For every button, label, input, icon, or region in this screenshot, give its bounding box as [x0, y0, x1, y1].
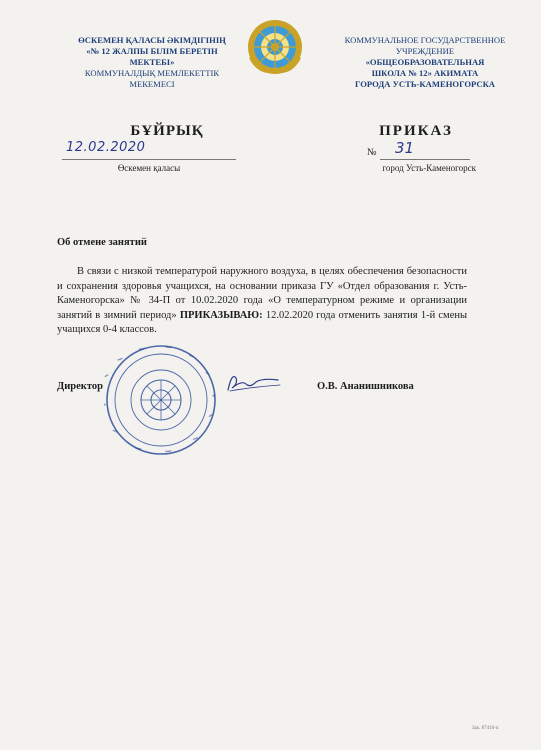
body-text-before: В связи с низкой температурой наружного воздуха, в целях обеспечения безопасности и сохранения здоровья учащихся, на основании приказа ГУ «Отдел образования г. Усть-Каменогорска» № 34-П от 10.02.2020 года «О температурном режиме и организации занятий в зимний период»	[57, 266, 467, 321]
city-russian: город Усть-Каменогорск	[382, 163, 476, 173]
header-kz-line: МЕКЕМЕСІ	[129, 79, 175, 89]
header-kz-line: КОММУНАЛДЫҚ МЕМЛЕКЕТТІК	[84, 68, 220, 78]
date-handwritten: 12.02.2020	[66, 140, 146, 155]
order-number-handwritten: 31	[395, 139, 415, 157]
header-kazakh	[58, 35, 246, 90]
header-ru-line: КОММУНАЛЬНОЕ ГОСУДАРСТВЕННОЕ	[344, 35, 506, 45]
number-line	[380, 143, 470, 160]
body-text-after: 12.02.2020 года отменить занятия 1-й смены учащихся 0-4 классов.	[57, 309, 468, 335]
order-body	[57, 265, 467, 338]
header-ru-line: ШКОЛА № 12» АКИМАТА	[371, 68, 479, 78]
state-emblem-icon	[246, 18, 304, 76]
header-ru-line: УЧРЕЖДЕНИЕ	[395, 46, 455, 56]
title-russian: ПРИКАЗ	[379, 123, 453, 139]
print-order-mark: Зак. 87410-п	[472, 726, 499, 731]
title-kazakh: БҰЙРЫҚ	[130, 123, 204, 139]
order-subject: Об отмене занятий	[57, 237, 147, 248]
official-seal-icon	[104, 343, 218, 457]
director-signature-icon	[222, 368, 284, 396]
city-kazakh: Өскемен қаласы	[117, 163, 181, 173]
number-sign: №	[367, 147, 377, 158]
header-ru-line: «ОБЩЕОБРАЗОВАТЕЛЬНАЯ	[365, 57, 485, 67]
signature-title: Директор	[57, 381, 103, 392]
signature-name: О.В. Ананишникова	[317, 381, 414, 392]
header-kz-line: ӨСКЕМЕН ҚАЛАСЫ ӘКІМДІГІНІҢ	[78, 35, 226, 45]
body-keyword: ПРИКАЗЫВАЮ:	[179, 309, 263, 321]
header-ru-line: ГОРОДА УСТЬ-КАМЕНОГОРСКА	[354, 79, 496, 89]
header-kz-line: «№ 12 ЖАЛПЫ БІЛІМ БЕРЕТІН	[86, 46, 218, 56]
header-russian	[322, 35, 528, 90]
header-kz-line: МЕКТЕБІ»	[129, 57, 175, 67]
